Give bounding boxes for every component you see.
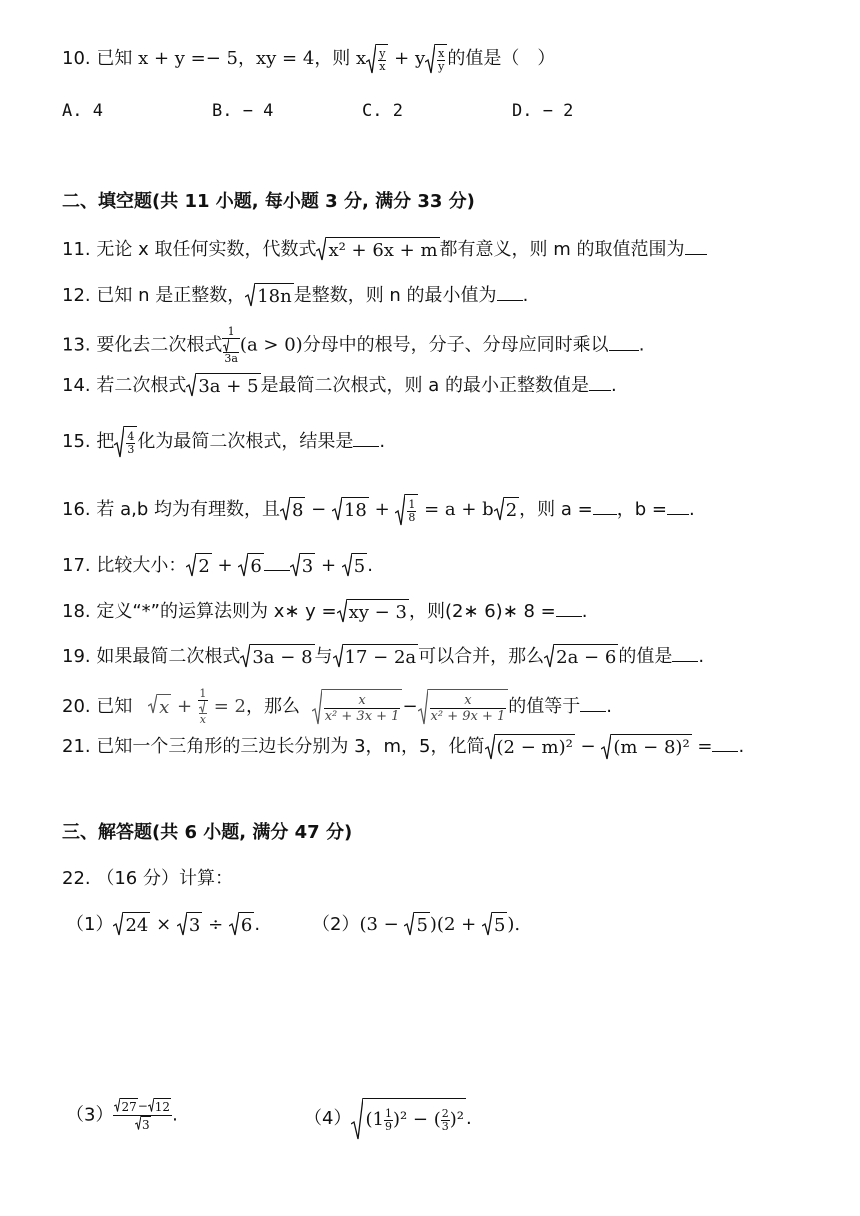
question-15: 15. 把 $\frac{4}{3}$ 化为最简二次根式，结果是 . — [62, 426, 385, 458]
sqrt: 2 — [186, 553, 211, 579]
sqrt: 24 — [113, 912, 150, 938]
question-22-part-1: （1） 24 × 3 ÷ 6 . — [66, 914, 261, 936]
sqrt-fraction: $\frac{1}{8}$ — [395, 494, 418, 526]
section-2-title: 二、填空题(共 11 小题, 每小题 3 分, 满分 33 分) — [62, 191, 475, 212]
question-16: 16. 若 a,b 均为有理数，且 8 − 18 + $\frac{1}{8}$ = a + b 2 ，则 a = ，b = . — [62, 494, 695, 526]
sqrt: x² + 6x + m — [316, 237, 439, 263]
sqrt: xy − 3 — [337, 599, 409, 625]
answer-blank-b[interactable] — [667, 496, 689, 515]
question-17: 17. 比较大小： 2 + 6 3 + 5 . — [62, 552, 373, 579]
answer-blank[interactable] — [556, 598, 582, 617]
sqrt: 2a − 6 — [544, 644, 618, 670]
answer-blank[interactable] — [497, 282, 523, 301]
sqrt: (1 $\frac{1}{9}$ )² − ( $\frac{2}{3}$ )² — [351, 1098, 466, 1140]
sqrt: 6 — [229, 912, 254, 938]
answer-blank[interactable] — [353, 428, 379, 447]
option-c: C. 2 — [362, 101, 403, 121]
sqrt: 6 — [238, 553, 263, 579]
answer-blank[interactable] — [264, 552, 290, 571]
answer-blank[interactable] — [685, 236, 707, 255]
sqrt-fraction: $\frac{x}{\text{x² + 9x + 1}}$ — [418, 689, 509, 725]
sqrt-y-over-x: $\frac{y}{x}$ — [366, 44, 388, 74]
answer-blank[interactable] — [672, 643, 698, 662]
section-3-title: 三、解答题(共 6 小题, 满分 47 分) — [62, 822, 353, 843]
sqrt: 18n — [245, 283, 294, 309]
sqrt: (m − 8)² — [601, 734, 691, 760]
question-22-part-2: （2）(3 − 5 )(2 + 5 ). — [312, 914, 521, 936]
question-18: 18. 定义“*”的运算法则为 x∗ y = xy − 3 ，则(2∗ 6)∗ 8 = . — [62, 598, 588, 625]
sqrt: 17 − 2a — [333, 644, 419, 670]
sqrt: 8 — [280, 497, 305, 523]
question-22-part-3: （3） 27 − 12 3 . — [66, 1099, 178, 1132]
sqrt: 5 — [342, 553, 367, 579]
question-20: 20. 已知 x + $\frac{1}{x}$ = 2，那么 $\frac{x}{\text{x² + 3x + 1}}$ − $\frac{x}{\text{x² + 9x + 1}}$ 的值等于 . — [62, 687, 613, 726]
sqrt: 3a + 5 — [186, 373, 260, 399]
question-21: 21. 已知一个三角形的三边长分别为 3，m，5，化简 (2 − m)² − (m − 8)² = . — [62, 733, 744, 760]
fraction: 27 − 12 3 — [113, 1098, 172, 1133]
sqrt: 3 — [177, 912, 202, 938]
question-19: 19. 如果最简二次根式 3a − 8 与 17 − 2a 可以合并，那么 2a − 6 的值是 . — [62, 643, 704, 670]
sqrt: 18 — [332, 497, 369, 523]
sqrt: 3 — [290, 553, 315, 579]
sqrt-x-over-y: $\frac{x}{y}$ — [425, 44, 447, 74]
question-14: 14. 若二次根式 3a + 5 是最简二次根式，则 a 的最小正整数值是 . — [62, 372, 617, 399]
question-13: 13. 要化去二次根式 $\frac{1}{3a}$ (a > 0)分母中的根号，分子、分母应同时乘以 . — [62, 325, 645, 365]
question-11: 11. 无论 x 取任何实数，代数式 x² + 6x + m 都有意义，则 m 的取值范围为 — [62, 236, 707, 263]
option-a: A. 4 — [62, 101, 103, 121]
sqrt: 5 — [482, 912, 507, 938]
sqrt-fraction: $\frac{4}{3}$ — [114, 426, 137, 458]
sqrt-fraction: $\frac{x}{\text{x² + 3x + 1}}$ — [312, 689, 403, 725]
question-12: 12. 已知 n 是正整数， 18n 是整数，则 n 的最小值为 . — [62, 282, 528, 309]
option-b: B. − 4 — [212, 101, 274, 121]
fraction: $\frac{1}{x}$ — [199, 687, 207, 726]
sqrt: (2 − m)² — [485, 734, 575, 760]
question-22-part-4: （4） (1 $\frac{1}{9}$ )² − ( $\frac{2}{3}$ )² . — [304, 1098, 472, 1140]
sqrt: 3a − 8 — [240, 644, 314, 670]
answer-blank[interactable] — [589, 372, 611, 391]
question-10: 10. 已知 x + y =− 5，xy = 4，则 x $\frac{y}{x}$ + y $\frac{x}{y}$ 的值是（ ） — [62, 44, 555, 74]
answer-blank[interactable] — [580, 693, 606, 712]
option-d: D. − 2 — [512, 101, 574, 121]
answer-blank-a[interactable] — [593, 496, 617, 515]
answer-blank[interactable] — [712, 733, 738, 752]
sqrt: 2 — [494, 497, 519, 523]
answer-blank[interactable] — [609, 332, 639, 351]
sqrt: 5 — [404, 912, 429, 938]
question-22-title: 22. （16 分）计算： — [62, 868, 233, 889]
fraction: $\frac{1}{3a}$ — [224, 325, 238, 365]
sqrt: x — [148, 694, 171, 720]
